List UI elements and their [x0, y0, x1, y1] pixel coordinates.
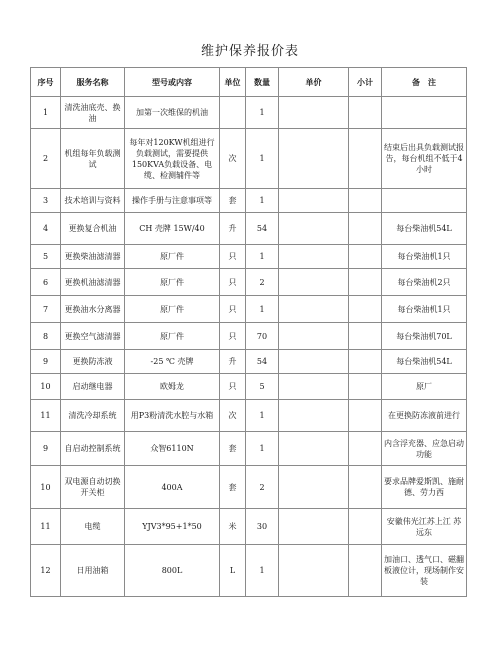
cell-subtotal [349, 213, 382, 245]
cell-seq: 11 [31, 400, 61, 432]
table-row [31, 269, 467, 296]
cell-note: 加油口、透气口、磁翻板液位计，现场制作安装 [382, 545, 467, 597]
cell-qty: 2 [246, 269, 279, 296]
cell-unit: 升 [220, 213, 246, 245]
cell-service: 机组每年负载测试 [61, 129, 125, 189]
cell-seq: 1 [31, 97, 61, 129]
header-price: 单价 [279, 68, 349, 97]
cell-price [279, 374, 349, 400]
cell-subtotal [349, 245, 382, 269]
cell-service: 清洗冷却系统 [61, 400, 125, 432]
cell-subtotal [349, 129, 382, 189]
cell-model: 800L [125, 545, 220, 597]
cell-subtotal [349, 269, 382, 296]
cell-model: 众智6110N [125, 432, 220, 466]
table-header-row [31, 68, 467, 97]
cell-model: 用P3粉清洗水腔与水箱 [125, 400, 220, 432]
cell-unit: 次 [220, 129, 246, 189]
cell-unit: 升 [220, 350, 246, 374]
cell-subtotal [349, 466, 382, 509]
cell-subtotal [349, 189, 382, 213]
cell-service: 启动继电器 [61, 374, 125, 400]
table-row [31, 323, 467, 350]
cell-subtotal [349, 374, 382, 400]
cell-seq: 8 [31, 323, 61, 350]
cell-price [279, 350, 349, 374]
cell-qty: 54 [246, 213, 279, 245]
table-row [31, 129, 467, 189]
cell-seq: 5 [31, 245, 61, 269]
cell-price [279, 296, 349, 323]
cell-unit: 只 [220, 269, 246, 296]
cell-seq: 10 [31, 374, 61, 400]
cell-unit: 只 [220, 374, 246, 400]
cell-seq: 2 [31, 129, 61, 189]
cell-subtotal [349, 97, 382, 129]
cell-qty: 1 [246, 296, 279, 323]
cell-seq: 9 [31, 432, 61, 466]
cell-service: 更换复合机油 [61, 213, 125, 245]
cell-qty: 5 [246, 374, 279, 400]
cell-unit: L [220, 545, 246, 597]
cell-service: 电缆 [61, 509, 125, 545]
cell-subtotal [349, 545, 382, 597]
cell-unit: 次 [220, 400, 246, 432]
cell-subtotal [349, 350, 382, 374]
cell-unit: 套 [220, 189, 246, 213]
table-row [31, 296, 467, 323]
cell-note: 安徽伟光江苏上江 苏远东 [382, 509, 467, 545]
cell-note: 每台柴油机70L [382, 323, 467, 350]
cell-subtotal [349, 432, 382, 466]
cell-model: 原厂件 [125, 296, 220, 323]
cell-qty: 1 [246, 400, 279, 432]
cell-qty: 30 [246, 509, 279, 545]
cell-model: 原厂件 [125, 323, 220, 350]
cell-model: CH 壳牌 15W/40 [125, 213, 220, 245]
cell-qty: 1 [246, 432, 279, 466]
cell-note: 结束后出具负载测试报告，每台机组不低于4小时 [382, 129, 467, 189]
cell-model: -25 ℃ 壳牌 [125, 350, 220, 374]
cell-model: 原厂件 [125, 269, 220, 296]
cell-subtotal [349, 296, 382, 323]
cell-note: 每台柴油机1只 [382, 296, 467, 323]
table-row [31, 374, 467, 400]
cell-service: 更换空气滤清器 [61, 323, 125, 350]
cell-price [279, 323, 349, 350]
cell-note: 内含浮充器、应急启动功能 [382, 432, 467, 466]
cell-service: 双电源自动切换开关柜 [61, 466, 125, 509]
cell-service: 自启动控制系统 [61, 432, 125, 466]
cell-price [279, 466, 349, 509]
cell-seq: 7 [31, 296, 61, 323]
cell-unit: 只 [220, 245, 246, 269]
cell-seq: 6 [31, 269, 61, 296]
table-row [31, 189, 467, 213]
header-qty: 数量 [246, 68, 279, 97]
cell-price [279, 269, 349, 296]
cell-model: 操作手册与注意事项等 [125, 189, 220, 213]
header-note: 备 注 [382, 68, 467, 97]
header-unit: 单位 [220, 68, 246, 97]
header-subtotal: 小计 [349, 68, 382, 97]
cell-price [279, 97, 349, 129]
cell-service: 技术培训与资料 [61, 189, 125, 213]
cell-subtotal [349, 509, 382, 545]
cell-qty: 70 [246, 323, 279, 350]
cell-subtotal [349, 400, 382, 432]
cell-model: 原厂件 [125, 245, 220, 269]
cell-price [279, 189, 349, 213]
cell-price [279, 509, 349, 545]
cell-model: 每年对120KW机组进行负载测试，需要提供150KVA负载设备、电缆、检测辅件等 [125, 129, 220, 189]
table-row [31, 350, 467, 374]
table-row [31, 509, 467, 545]
cell-unit: 米 [220, 509, 246, 545]
header-service: 服务名称 [61, 68, 125, 97]
cell-unit: 只 [220, 323, 246, 350]
cell-service: 更换机油滤清器 [61, 269, 125, 296]
cell-note: 每台柴油机2只 [382, 269, 467, 296]
cell-price [279, 245, 349, 269]
header-seq: 序号 [31, 68, 61, 97]
cell-seq: 10 [31, 466, 61, 509]
cell-qty: 1 [246, 545, 279, 597]
cell-qty: 1 [246, 129, 279, 189]
cell-note [382, 189, 467, 213]
cell-seq: 12 [31, 545, 61, 597]
cell-note: 在更换防冻液前进行 [382, 400, 467, 432]
cell-service: 日用油箱 [61, 545, 125, 597]
cell-price [279, 213, 349, 245]
cell-unit: 只 [220, 296, 246, 323]
cell-note: 原厂 [382, 374, 467, 400]
cell-unit: 套 [220, 466, 246, 509]
table-row [31, 400, 467, 432]
cell-service: 更换油水分离器 [61, 296, 125, 323]
cell-qty: 54 [246, 350, 279, 374]
cell-model: 400A [125, 466, 220, 509]
cell-service: 清洗油底壳、换油 [61, 97, 125, 129]
cell-note: 要求品牌爱斯凯、施耐德、劳力西 [382, 466, 467, 509]
cell-subtotal [349, 323, 382, 350]
header-model: 型号或内容 [125, 68, 220, 97]
cell-model: 欧姆龙 [125, 374, 220, 400]
cell-model: YJV3*95+1*50 [125, 509, 220, 545]
cell-note: 每台柴油机54L [382, 213, 467, 245]
cell-price [279, 400, 349, 432]
cell-seq: 3 [31, 189, 61, 213]
cell-model: 加第一次维保的机油 [125, 97, 220, 129]
quote-table [30, 67, 467, 597]
cell-unit: 套 [220, 432, 246, 466]
cell-qty: 1 [246, 245, 279, 269]
cell-note [382, 97, 467, 129]
cell-seq: 9 [31, 350, 61, 374]
cell-service: 更换柴油滤清器 [61, 245, 125, 269]
cell-note: 每台柴油机1只 [382, 245, 467, 269]
cell-service: 更换防冻液 [61, 350, 125, 374]
cell-qty: 1 [246, 97, 279, 129]
cell-qty: 2 [246, 466, 279, 509]
cell-seq: 4 [31, 213, 61, 245]
table-row [31, 432, 467, 466]
table-row [31, 97, 467, 129]
cell-note: 每台柴油机54L [382, 350, 467, 374]
document-title: 维护保养报价表 [200, 44, 299, 59]
cell-qty: 1 [246, 189, 279, 213]
cell-price [279, 545, 349, 597]
cell-seq: 11 [31, 509, 61, 545]
table-row [31, 466, 467, 509]
table-row [31, 213, 467, 245]
table-row [31, 245, 467, 269]
table-row [31, 545, 467, 597]
cell-price [279, 432, 349, 466]
cell-price [279, 129, 349, 189]
cell-unit [220, 97, 246, 129]
